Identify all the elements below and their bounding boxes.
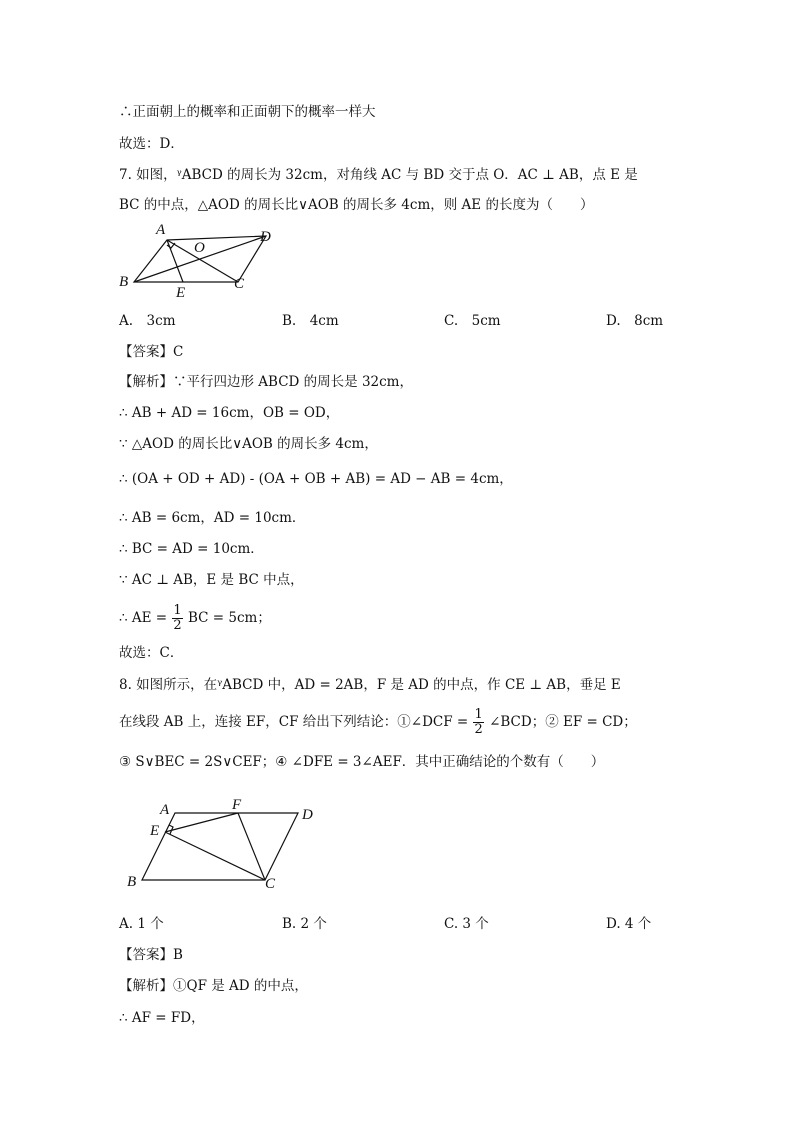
solution-line: 【解析】①QF 是 AD 的中点， xyxy=(119,978,308,994)
solution-line: ∵ △AOD 的周长比∨AOB 的周长多 4cm， xyxy=(119,436,378,452)
fraction-one-half xyxy=(172,604,182,633)
figure-q7-parallelogram xyxy=(110,218,290,298)
label-c: C xyxy=(234,276,245,292)
q8-line2-end: ∠BCD；② EF = CD； xyxy=(489,714,637,730)
ae-equals: ∴ AE = xyxy=(119,610,168,626)
label-d: D xyxy=(302,807,313,823)
option-c: C. 3 个 xyxy=(444,916,489,932)
label-b: B xyxy=(119,274,129,290)
answer-8: 【答案】B xyxy=(119,947,183,963)
fraction-denominator: 2 xyxy=(474,722,483,737)
answer-7: 【答案】C xyxy=(119,344,184,360)
option-b: B. 4cm xyxy=(282,313,339,329)
solution-line: ∴ AB = 6cm，AD = 10cm． xyxy=(119,510,306,526)
text-line: ∴正面朝上的概率和正面朝下的概率一样大 xyxy=(119,104,376,120)
question-8-line1: 8. 如图所示，在ᵞABCD 中，AD = 2AB，F 是 AD 的中点，作 CE ⊥ AB，垂足 E xyxy=(119,677,621,693)
segment-ef xyxy=(165,813,238,832)
label-o: O xyxy=(194,240,205,256)
option-b: B. 2 个 xyxy=(282,916,327,932)
q8-line2-start: 在线段 AB 上，连接 EF，CF 给出下列结论：①∠DCF = xyxy=(119,714,469,730)
option-d: D. 4 个 xyxy=(606,916,652,932)
segment-fc xyxy=(238,813,265,880)
option-c: C. 5cm xyxy=(444,313,501,329)
text-line: 故选：D． xyxy=(119,136,184,152)
segment-ec xyxy=(165,832,265,880)
question-7-line2: BC 的中点，△AOD 的周长比∨AOB 的周长多 4cm，则 AE 的长度为（ ） xyxy=(119,197,594,213)
solution-line: ∴ AB + AD = 16cm，OB = OD， xyxy=(119,405,340,421)
solution-line: ∴ BC = AD = 10cm． xyxy=(119,541,264,557)
fraction-denominator: 2 xyxy=(173,618,182,633)
option-a: A. 3cm xyxy=(119,313,176,329)
label-e: E xyxy=(176,285,186,298)
question-7-line1: 7. 如图，ᵞABCD 的周长为 32cm，对角线 AC 与 BD 交于点 O．AC ⊥ AB，点 E 是 xyxy=(119,167,638,183)
choose-line: 故选：C． xyxy=(119,645,184,661)
option-d: D. 8cm xyxy=(606,313,664,329)
bc-equals: BC = 5cm； xyxy=(187,610,271,626)
question-8-line2 xyxy=(119,708,637,737)
label-e: E xyxy=(150,823,160,839)
label-a: A xyxy=(160,802,170,818)
figure-q8-parallelogram xyxy=(120,796,330,896)
right-angle-mark xyxy=(169,825,173,834)
option-a: A. 1 个 xyxy=(119,916,164,932)
label-d: D xyxy=(260,229,271,245)
parallelogram-abcd xyxy=(142,813,298,880)
solution-line: ∴ AF = FD， xyxy=(119,1010,205,1026)
solution-line: ∵ AC ⊥ AB，E 是 BC 中点， xyxy=(119,572,304,588)
fraction-numerator: 1 xyxy=(474,707,483,722)
question-8-line3: ③ S∨BEC = 2S∨CEF；④ ∠DFE = 3∠AEF．其中正确结论的个数有（ ） xyxy=(119,754,605,770)
label-a: A xyxy=(156,222,166,238)
label-c: C xyxy=(265,876,276,892)
solution-line-fraction xyxy=(119,604,271,633)
fraction-numerator: 1 xyxy=(173,603,182,618)
label-f: F xyxy=(232,797,242,813)
fraction-one-half xyxy=(473,708,483,737)
solution-line: ∴ (OA + OD + AD) - (OA + OB + AB) = AD − AB = 4cm， xyxy=(119,471,513,487)
label-b: B xyxy=(127,874,137,890)
solution-line: 【解析】∵平行四边形 ABCD 的周长是 32cm， xyxy=(119,374,413,390)
